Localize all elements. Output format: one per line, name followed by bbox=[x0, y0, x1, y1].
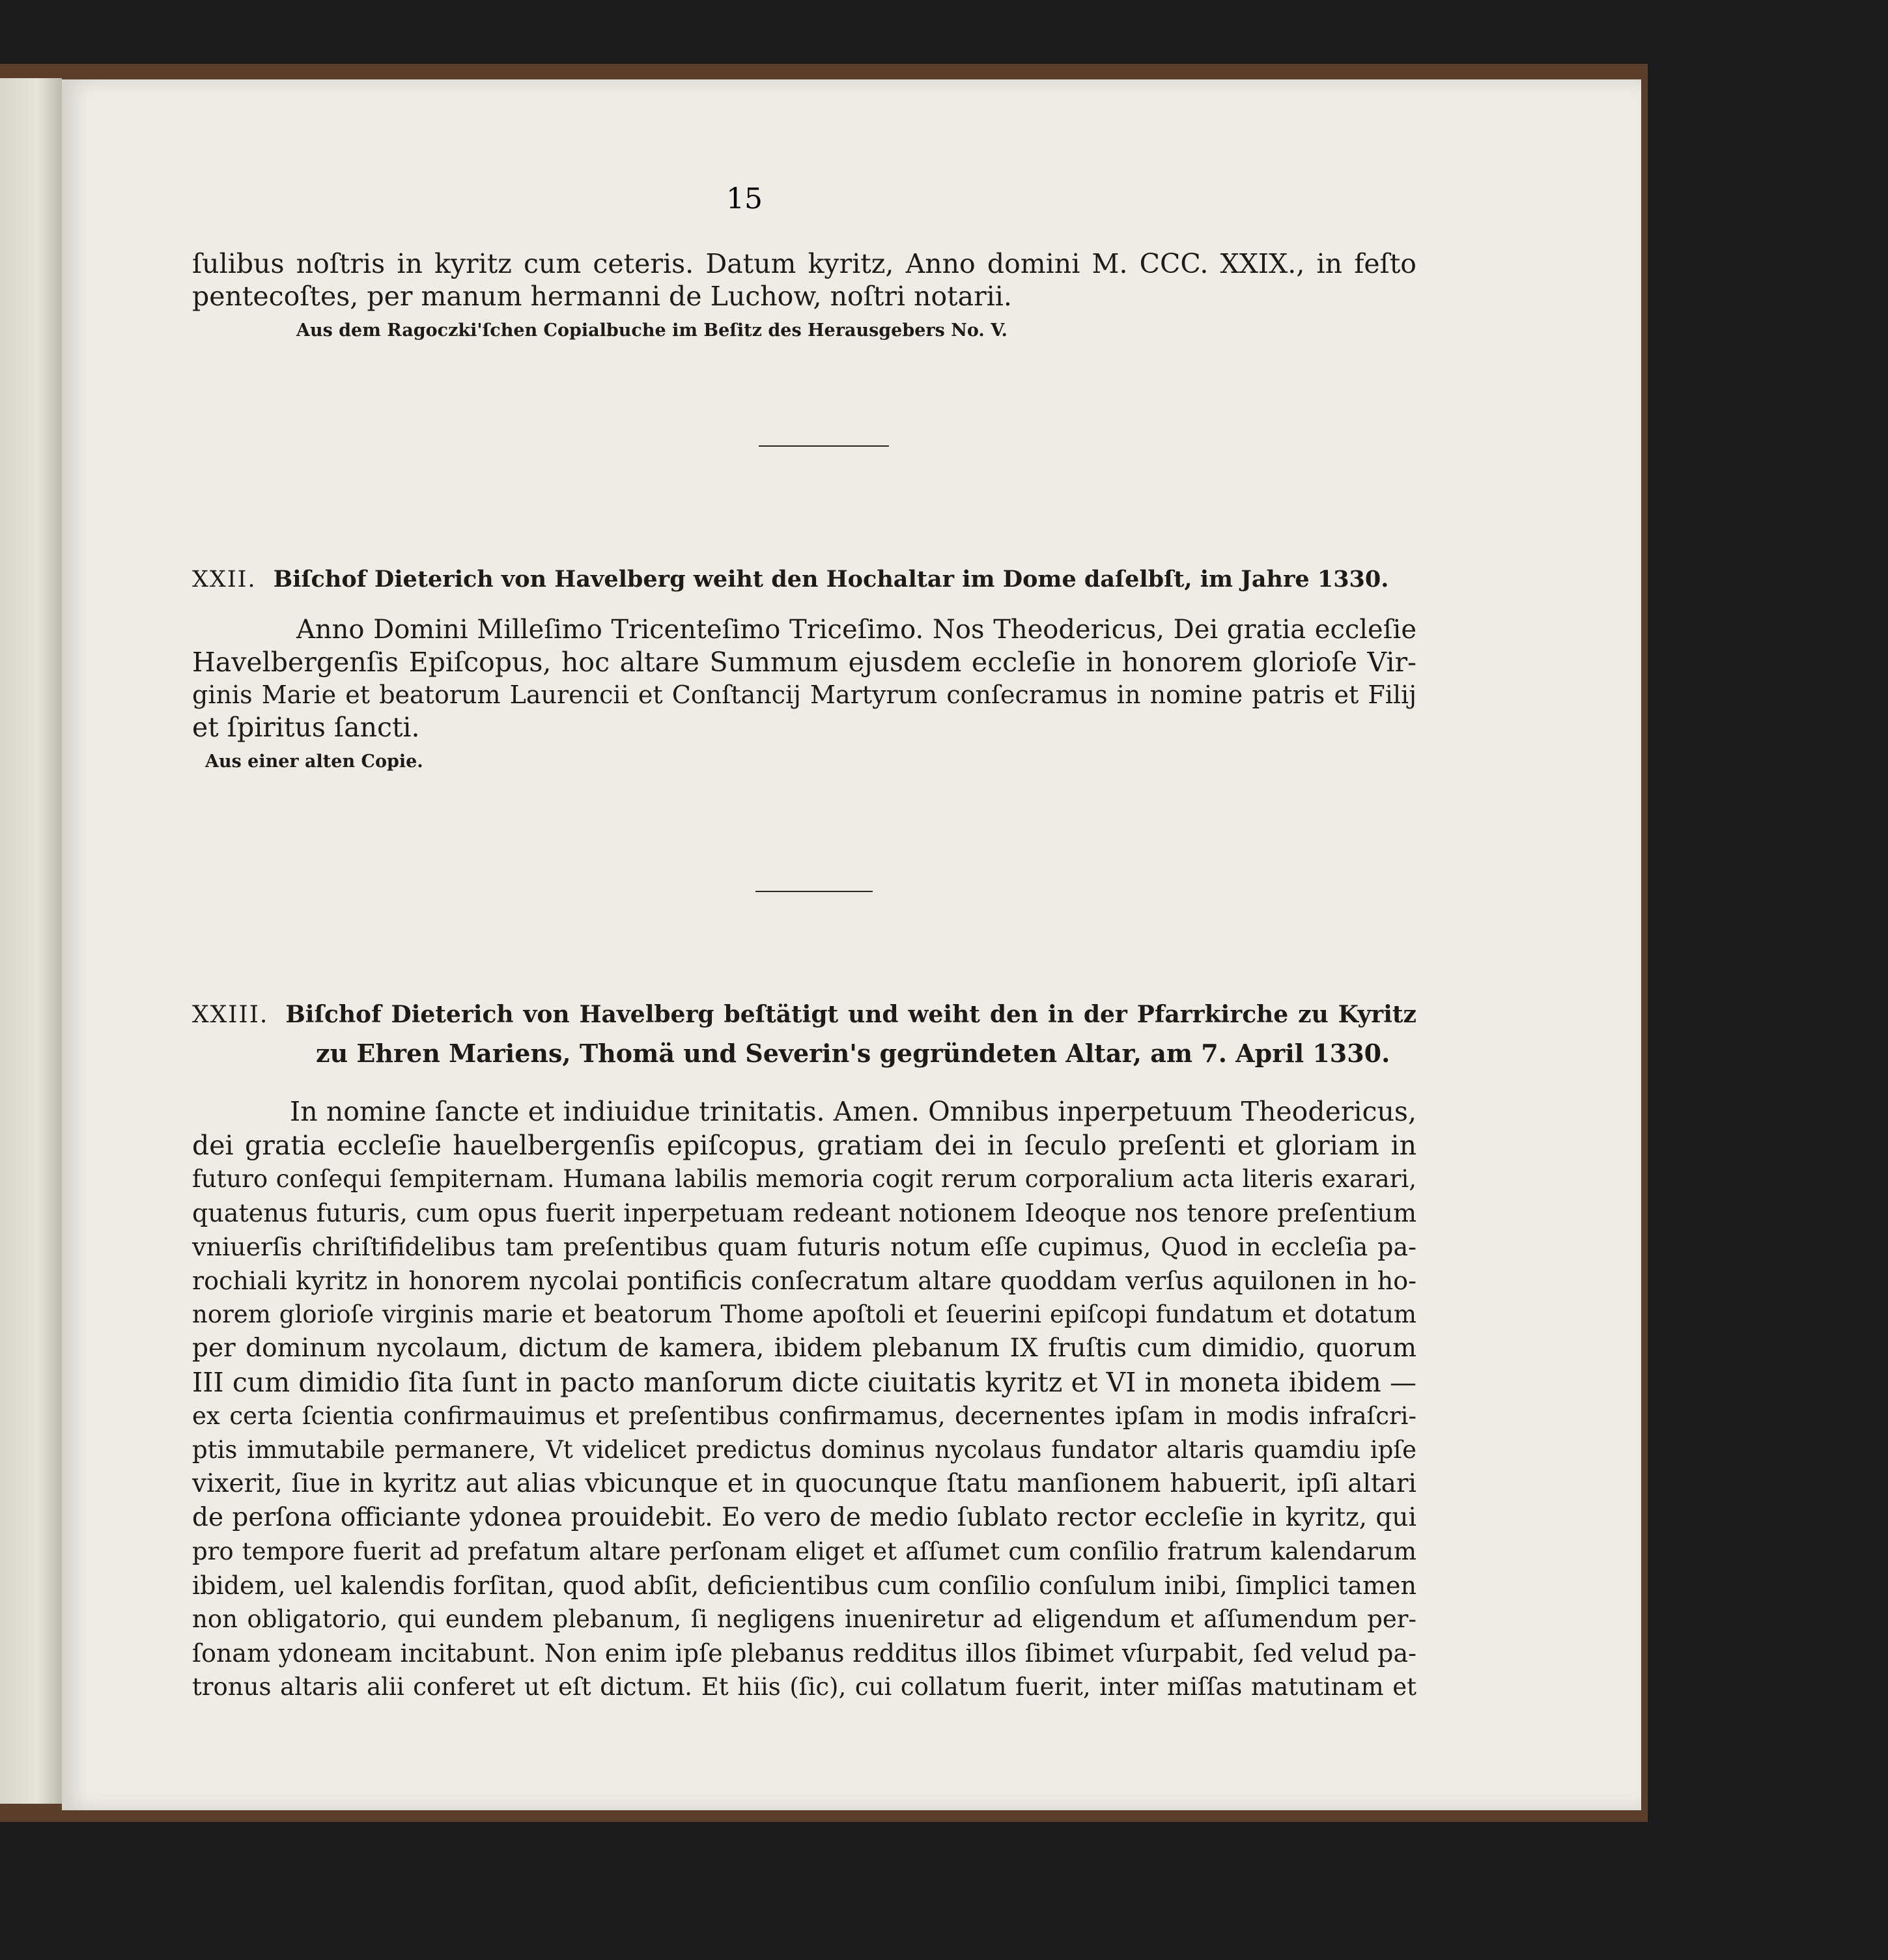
text-line: norem glorioſe virginis marie et beatorum Thome apoſtoli et ſeuerini epiſcopi fundatum et dotatum bbox=[192, 1300, 1416, 1328]
section-title: Biſchof Dieterich von Havelberg weiht den Hochaltar im Dome daſelbſt, im Jahre 1330. bbox=[273, 566, 1389, 593]
text-line: ſulibus noſtris in kyritz cum ceteris. Datum kyritz, Anno domini M. CCC. XXIX., in feſto bbox=[192, 248, 1416, 279]
text-line: tronus altaris alii conferet ut eſt dictum. Et hiis (ſic), cui collatum fuerit, inter miſſas matutinam et bbox=[192, 1673, 1416, 1701]
section-title: Biſchof Dieterich von Havelberg beſtätigt und weiht den in der Pfarrkirche zu Kyritz bbox=[285, 1001, 1416, 1028]
left-page-edge bbox=[0, 78, 62, 1804]
text-line: ſonam ydoneam incitabunt. Non enim ipſe plebanus redditus illos ſibimet vſurpabit, ſed velud pa- bbox=[192, 1639, 1416, 1668]
section-numeral: XXII. bbox=[192, 567, 257, 593]
text-line: Anno Domini Milleſimo Tricenteſimo Triceſimo. Nos Theodericus, Dei gratia eccleſie bbox=[296, 615, 1416, 645]
text-line: non obligatorio, qui eundem plebanum, ſi negligens inueniretur ad eligendum et aſſumendum per- bbox=[192, 1605, 1416, 1633]
text-line: rochiali kyritz in honorem nycolai pontificis conſecratum altare quoddam verſus aquilonen in ho- bbox=[192, 1267, 1416, 1295]
text-line: futuro conſequi ſempiternam. Humana labilis memoria cogit rerum corporalium acta literis exarari, bbox=[192, 1165, 1416, 1193]
text-line: III cum dimidio ſita ſunt in pacto manſorum dicte ciuitatis kyritz et VI in moneta ibidem — bbox=[192, 1367, 1416, 1398]
section-divider bbox=[755, 891, 873, 892]
text-line: quatenus futuris, cum opus fuerit inperpetuam redeant notionem Ideoque nos tenore preſentium bbox=[192, 1199, 1416, 1227]
text-line: ibidem, uel kalendis forſitan, quod abſit, deficientibus cum conſilio conſulum inibi, ſimplici tamen bbox=[192, 1571, 1416, 1600]
text-line: de perſona officiante ydonea prouidebit. Eo vero de medio ſublato rector eccleſie in kyritz, qui bbox=[192, 1503, 1416, 1532]
section-heading-22 bbox=[192, 561, 1416, 598]
text-line: vniuerſis chriſtifidelibus tam preſentibus quam futuris notum eſſe cupimus, Quod in eccleſia pa- bbox=[192, 1233, 1416, 1261]
page-number: 15 bbox=[726, 182, 763, 216]
book-page bbox=[62, 79, 1641, 1810]
source-note: Aus einer alten Copie. bbox=[205, 751, 423, 772]
text-line: dei gratia eccleſie hauelbergenſis epiſcopus, gratiam dei in ſeculo preſenti et gloriam in bbox=[192, 1130, 1416, 1161]
section-numeral: XXIII. bbox=[192, 1001, 269, 1028]
text-line: per dominum nycolaum, dictum de kamera, ibidem plebanum IX fruſtis cum dimidio, quorum bbox=[192, 1334, 1416, 1363]
text-line: et ſpiritus ſancti. bbox=[192, 712, 420, 743]
source-note: Aus dem Ragoczki'ſchen Copialbuche im Beſitz des Herausgebers No. V. bbox=[296, 320, 1007, 341]
text-line: In nomine ſancte et indiuidue trinitatis. Amen. Omnibus inperpetuum Theodericus, bbox=[290, 1096, 1416, 1127]
section-title-line: zu Ehren Mariens, Thomä und Severin's gegründeten Altar, am 7. April 1330. bbox=[316, 1039, 1390, 1068]
text-line: pentecoſtes, per manum hermanni de Luchow, noſtri notarii. bbox=[192, 281, 1012, 312]
text-line: Havelbergenſis Epiſcopus, hoc altare Summum ejusdem eccleſie in honorem glorioſe Vir- bbox=[192, 647, 1416, 678]
text-line: ex certa ſcientia confirmauimus et preſentibus confirmamus, decernentes ipſam in modis infraſcri- bbox=[192, 1402, 1416, 1430]
text-line: pro tempore fuerit ad prefatum altare perſonam eliget et aſſumet cum conſilio fratrum kalendarum bbox=[192, 1537, 1416, 1565]
text-line: ptis immutabile permanere, Vt videlicet predictus dominus nycolaus fundator altaris quamdiu ipſe bbox=[192, 1436, 1416, 1464]
section-divider bbox=[759, 445, 889, 447]
text-line: vixerit, ſiue in kyritz aut alias vbicunque et in quocunque ſtatu manſionem habuerit, ipſi altari bbox=[192, 1469, 1416, 1498]
text-line: ginis Marie et beatorum Laurencii et Conſtancij Martyrum conſecramus in nomine patris et Filij bbox=[192, 680, 1416, 709]
section-heading-23 bbox=[192, 996, 1416, 1033]
